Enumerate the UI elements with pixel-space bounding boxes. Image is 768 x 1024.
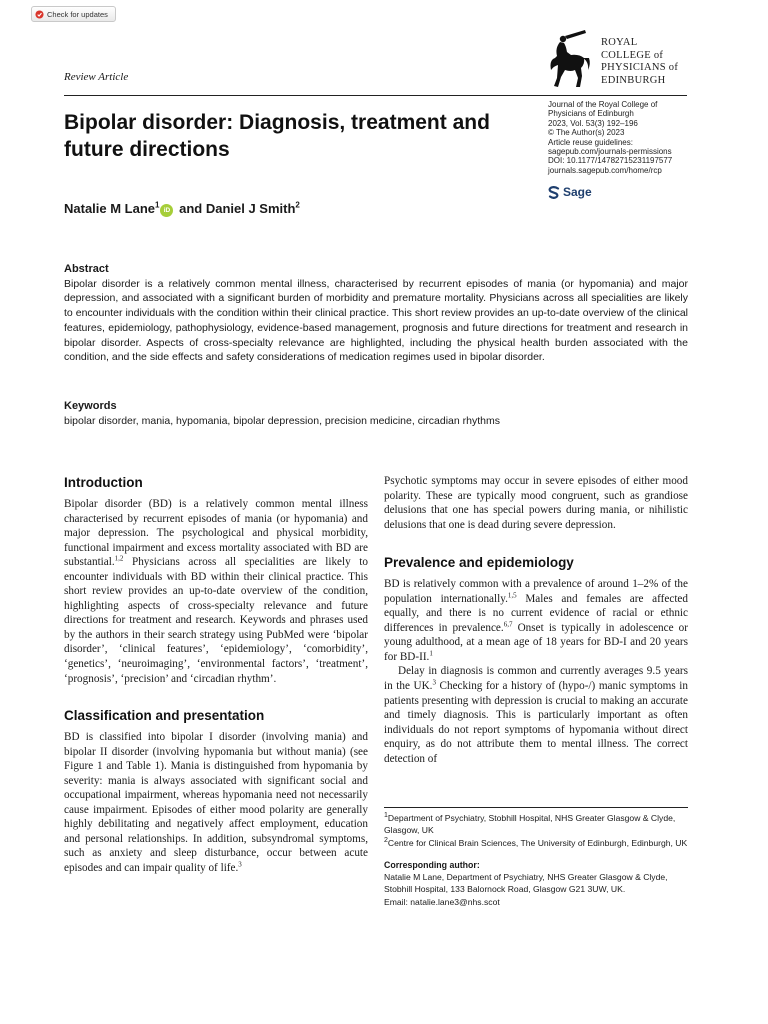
logo-line: COLLEGE of [601, 49, 664, 61]
journal-name: Physicians of Edinburgh [548, 109, 634, 119]
affiliation-marker: 2 [295, 200, 300, 210]
body-text: Males and females are affected equally, and there is no current evidence of racial or ethnic differences in prevalence. [384, 592, 688, 634]
keywords-heading: Keywords [64, 400, 117, 412]
journal-info [548, 100, 688, 175]
footnotes [384, 808, 688, 908]
introduction-heading: Introduction [64, 475, 143, 490]
update-icon [35, 10, 44, 19]
sage-icon [548, 186, 560, 199]
classification-heading: Classification and presentation [64, 708, 265, 724]
citation[interactable]: 6,7 [503, 620, 513, 629]
journal-name: Journal of the Royal College of [548, 100, 658, 109]
keywords-text: bipolar disorder, mania, hypomania, bipolar depression, precision medicine, circadian rhythms [64, 414, 500, 427]
citation[interactable]: 3 [238, 860, 242, 869]
affiliation-marker: 1 [384, 812, 388, 820]
citation[interactable]: 1,2 [114, 554, 124, 563]
logo-line: EDINBURGH [601, 74, 666, 86]
affiliation-1 [384, 812, 688, 837]
sage-logo [548, 185, 592, 199]
abstract-section [64, 262, 688, 365]
body-text: Physicians across all specialities are likely to encounter individuals with BD within their clinical practice. This short review provides an up-to-date overview of the condition, highlighting aspects of cross-specialty relevance and future directions for treatment and research. Keywords and phrases used by the authors in their search strategy using PubMed were ‘bipolar disorder’, ‘clinical features’, ‘epidemiology’, ‘comorbidity’, ‘genetics’, ‘neuroimaging’, ‘environmental factors’, ‘treatment’, ‘prognosis’, ‘precision’ and ‘circadian rhythm’. [64, 556, 368, 685]
check-for-updates-button[interactable] [31, 6, 116, 22]
citation[interactable]: 1 [429, 649, 433, 658]
page-title: Bipolar disorder: Diagnosis, treatment and future directions [64, 111, 490, 161]
doi-link[interactable]: DOI: 10.1177/14782715231197577 [548, 156, 673, 166]
author-name[interactable]: Daniel J Smith [205, 201, 296, 216]
article-type: Review Article [64, 71, 129, 83]
corresponding-author-address: Natalie M Lane, Department of Psychiatry, NHS Greater Glasgow & Clyde, Stobhill Hospital, 133 Balornock Road, Glasgow G21 3UW, UK. [384, 872, 668, 895]
affiliation-marker: 1 [155, 200, 160, 210]
body-text: Delay in diagnosis is common and currently averages 9.5 years in the UK. [384, 665, 688, 693]
diagnosis-delay-paragraph [384, 664, 688, 766]
keywords-section [64, 399, 688, 428]
check-for-updates-label: Check for updates [47, 9, 108, 19]
reuse-label: Article reuse guidelines: [548, 137, 633, 147]
header-divider [64, 95, 687, 96]
author-name[interactable]: Natalie M Lane [64, 201, 156, 216]
affiliation-2 [384, 837, 688, 849]
body-text: Bipolar disorder (BD) is a relatively common mental illness characterised by recurrent episodes of mania (or hypomania) and major depression. The psychological and physical morbidity, functional impairment and excess mortality associated with BD are substantial. [64, 498, 368, 569]
journal-homepage-link[interactable]: journals.sagepub.com/home/rcp [548, 165, 662, 175]
rcpe-logo-text [601, 37, 678, 87]
classification-paragraph [64, 730, 368, 875]
right-column [384, 474, 688, 766]
permissions-link[interactable]: sagepub.com/journals-permissions [548, 147, 672, 157]
prevalence-paragraph [384, 577, 688, 664]
affiliation-text: Centre for Clinical Brain Sciences, The University of Edinburgh, Edinburgh, UK [387, 837, 688, 848]
citation[interactable]: 3 [432, 678, 436, 687]
left-column [64, 474, 368, 876]
psychotic-symptoms-paragraph: Psychotic symptoms may occur in severe episodes of either mood polarity. These are typically mood congruent, such as grandiose delusions that one has special powers during mania, or nihilistic delusions that one is dead during severe depression. [384, 475, 688, 531]
logo-line: PHYSICIANS of [601, 62, 679, 73]
body-text: Checking for a history of (hypo-/) manic symptoms in patients presenting with depression is crucial to making an accurate and timely diagnosis. This is particularly important as often individuals do not report symptoms of hypomania without direct enquiry, as do not attribute them to mental illness. The correct detection of [384, 680, 688, 765]
journal-volume: 2023, Vol. 53(3) 192–196 [548, 118, 638, 128]
body-text: BD is relatively common with a prevalence of around 1–2% of the population internationally. [384, 578, 688, 605]
affiliation-text: Department of Psychiatry, Stobhill Hospital, NHS Greater Glasgow & Clyde, Glasgow, UK [384, 813, 676, 836]
author-conjunction: and [175, 201, 206, 216]
prevalence-heading: Prevalence and epidemiology [384, 555, 574, 571]
orcid-icon[interactable]: iD [160, 204, 173, 217]
copyright: © The Author(s) 2023 [548, 128, 625, 138]
author-list [64, 201, 300, 217]
citation[interactable]: 1,5 [507, 591, 517, 599]
corresponding-author-heading: Corresponding author: [384, 859, 480, 870]
affiliation-marker: 2 [384, 836, 388, 844]
corresponding-author [384, 859, 688, 871]
abstract-text: Bipolar disorder is a relatively common mental illness, characterised by recurrent episodes of mania (or hypomania) and major depression, and associated with a significant burden of morbidity and premature mortality. Physicians across all specialities are likely to encounter individuals with the condition within their clinical practice. This short review provides an up-to-date overview of the clinical features, epidemiology, pathophysiology, evidence-based management, prognosis and future directions for treatment and research in bipolar disorder. Aspects of cross-specialty relevance are highlighted, including the physical health burden associated with the condition, and the side effects and safety considerations of medication regimes used in bipolar disorder. [64, 277, 688, 364]
introduction-paragraph [64, 497, 368, 686]
corresponding-author-email[interactable]: Email: natalie.lane3@nhs.scot [384, 896, 500, 907]
publisher-name: Sage [563, 185, 592, 199]
body-text: Onset is typically in adolescence or young adulthood, at a mean age of 18 years for BD-I and 20 years for BD-II. [384, 621, 689, 663]
abstract-heading: Abstract [64, 263, 109, 275]
rcpe-logo-icon [545, 30, 595, 90]
body-text: BD is classified into bipolar I disorder (involving mania) and bipolar II disorder (involving hypomania but without mania) (see Figure 1 and Table 1). Mania is distinguished from hypomania by severity: mania is always associated with significant social and occupational impairment, whereas hypomania need not necessarily cause impairment. Episodes of either mood polarity are generally highly debilitating and negatively affect employment, education and personal relationships. In addition, subsyndromal symptoms, such as anxiety and sleep disturbance, occur between acute episodes and can impair quality of life. [64, 731, 368, 875]
logo-line: ROYAL [601, 37, 638, 48]
